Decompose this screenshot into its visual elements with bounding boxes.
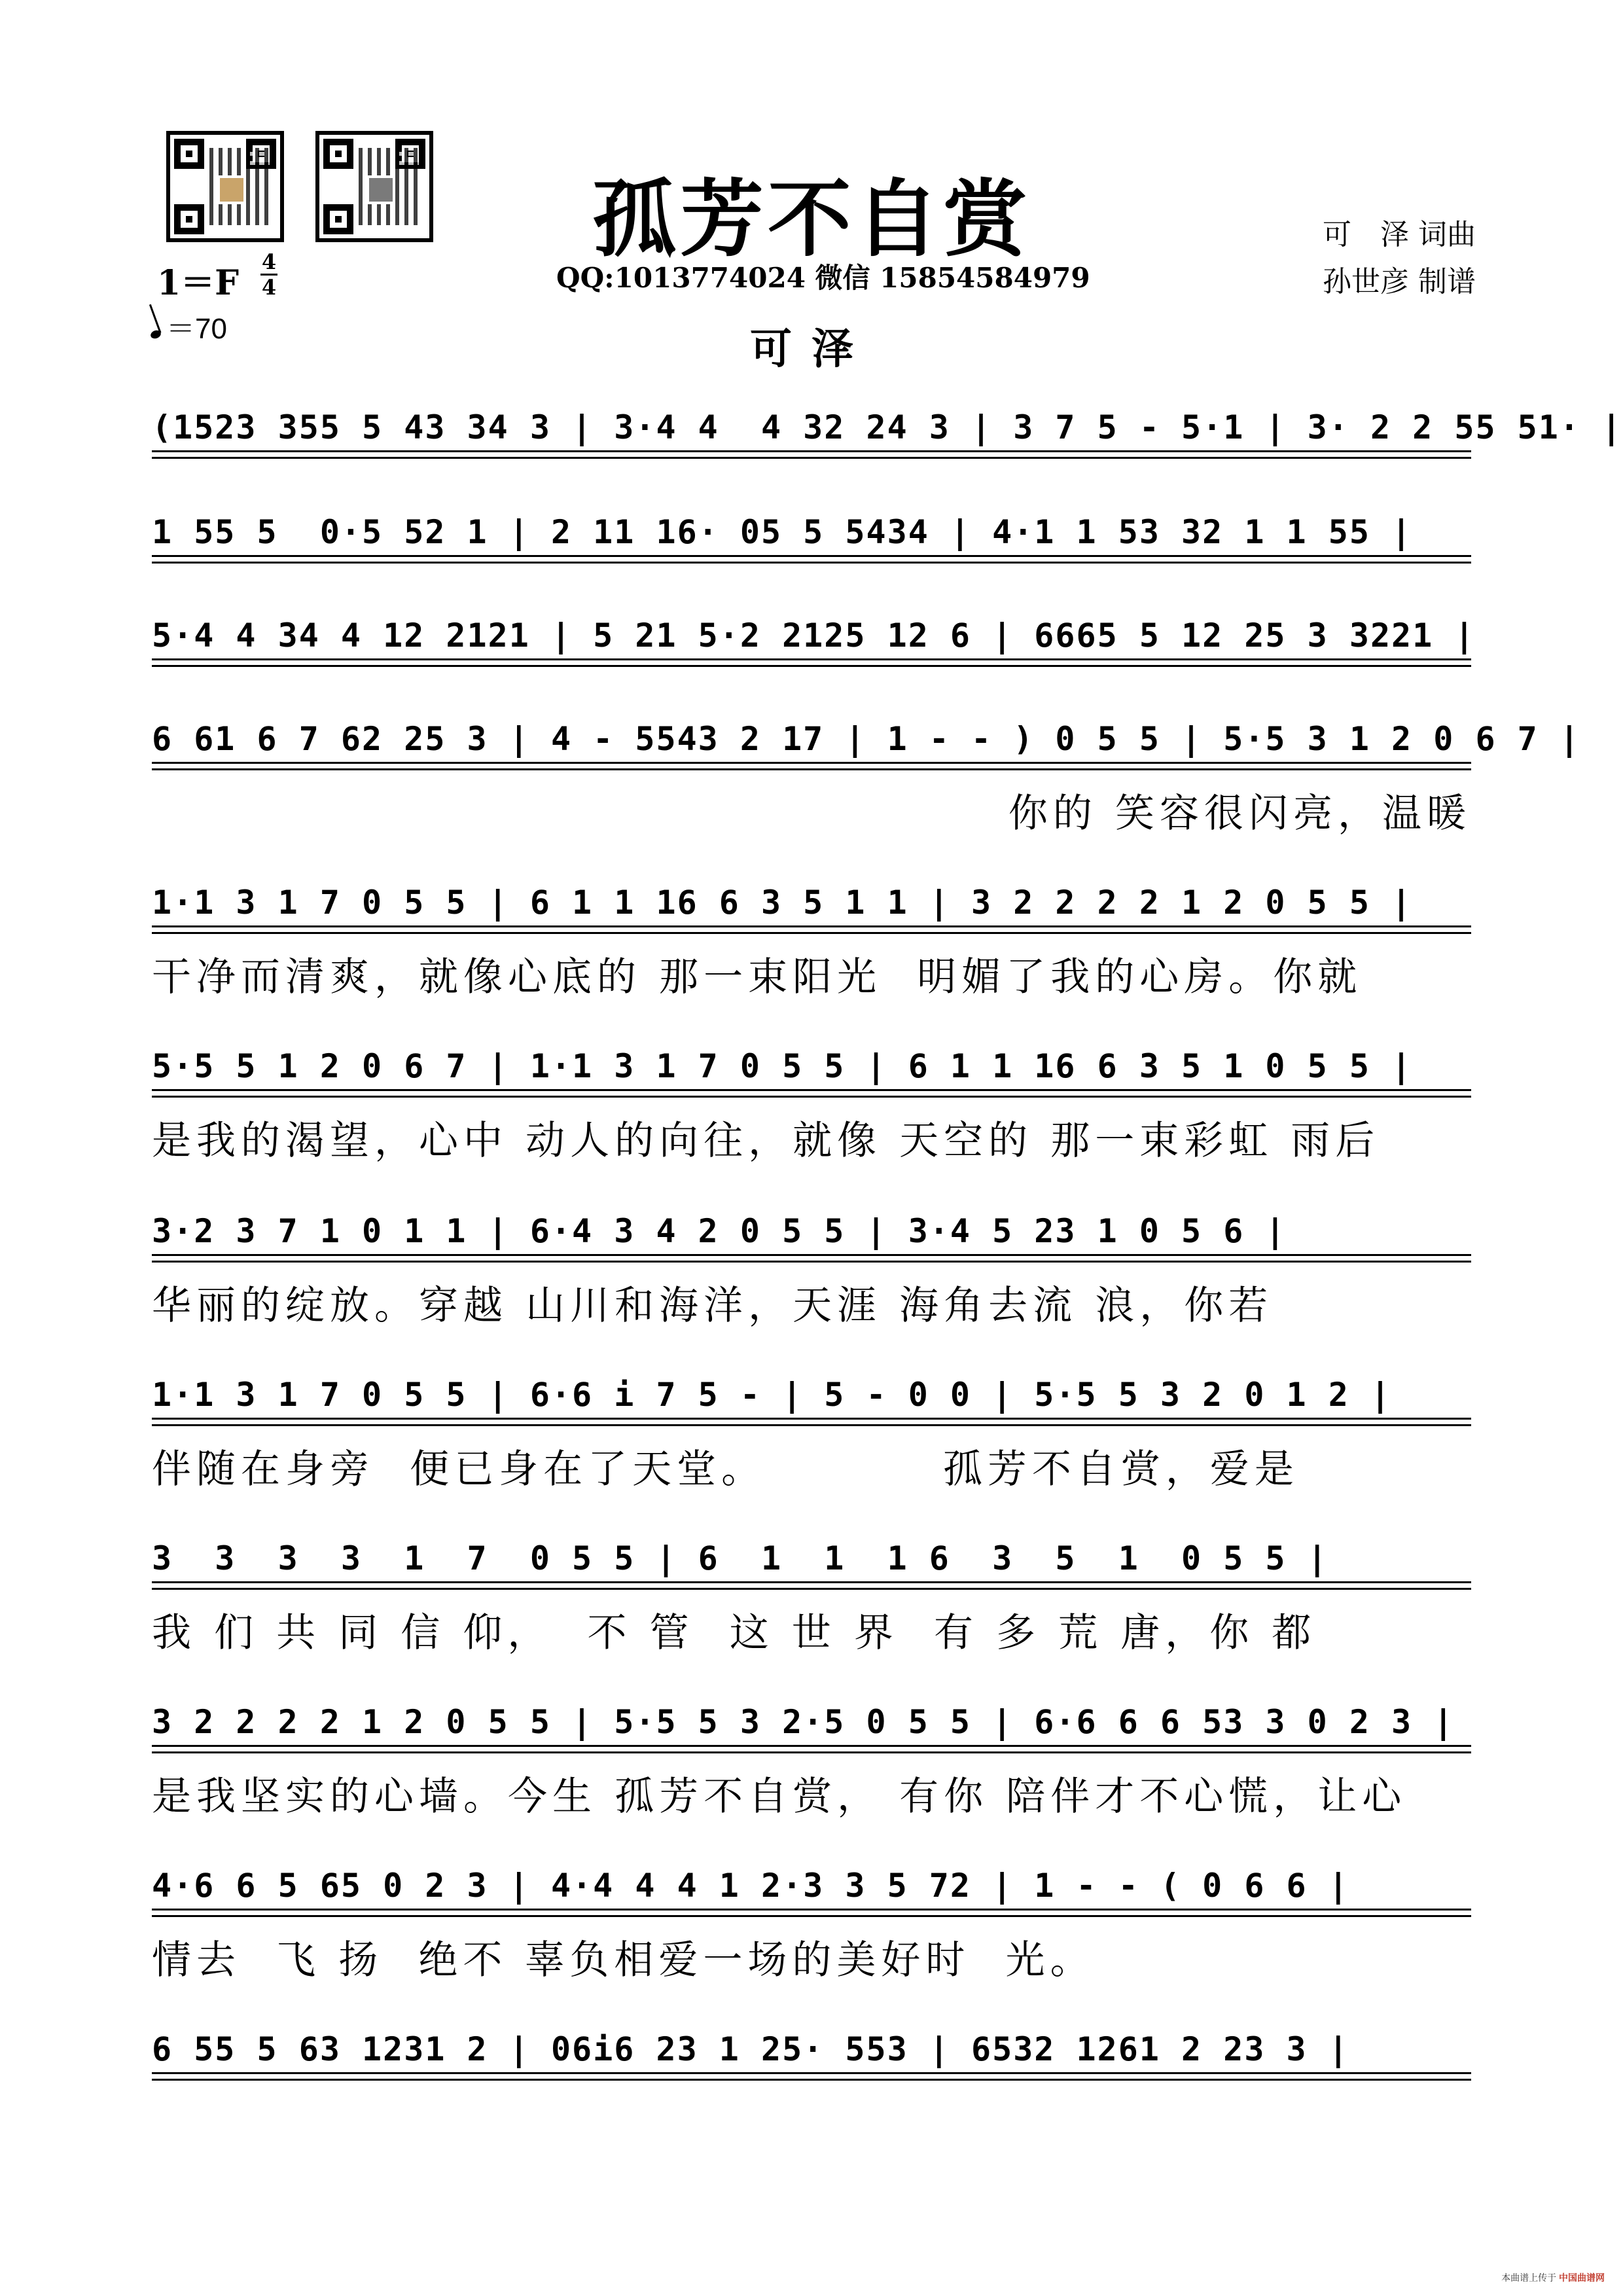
notation-line: 5·4 4 34 4 12 2121 | 5 21 5·2 2125 12 6 | 6665 5 12 25 3 3221 | (152, 613, 1471, 660)
score-row (152, 2026, 1471, 2074)
time-signature-top: 4 (261, 249, 277, 274)
lyrics-line: 你的 笑容很闪亮，温暖 (1008, 791, 1471, 836)
score-row (152, 1372, 1471, 1496)
credit-lyrics-music: 可 泽 词曲 (1323, 218, 1476, 251)
key-signature: 1＝F (157, 263, 240, 303)
score-row (152, 1535, 1471, 1659)
notation-line: 1·1 3 1 7 0 5 5 | 6 1 1 16 6 3 5 1 1 | 3 2 2 2 2 1 2 0 5 5 | (152, 880, 1471, 927)
score-row (152, 880, 1471, 1003)
notation-line: 5·5 5 1 2 0 6 7 | 1·1 3 1 7 0 5 5 | 6 1 1 16 6 3 5 1 0 5 5 | (152, 1043, 1471, 1091)
song-title: 孤芳不自赏 (592, 170, 1031, 268)
lyrics-line: 情去 飞 扬 绝不 辜负相爱一场的美好时 光。 (152, 1937, 1095, 1983)
score-row (152, 1043, 1471, 1167)
score-row (152, 716, 1580, 840)
tempo-value: ＝70 (166, 313, 227, 345)
score-row (152, 509, 1471, 557)
lyrics-line: 干净而清爽，就像心底的 那一束阳光 明媚了我的心房。你就 (152, 954, 1363, 1000)
notation-line: 3 2 2 2 2 1 2 0 5 5 | 5·5 5 3 2·5 0 5 5 | 6·6 6 6 53 3 0 2 3 | (152, 1699, 1471, 1747)
contact-info: QQ:1013774024 微信 15854584979 (556, 262, 1090, 294)
footer (1501, 2271, 1605, 2284)
score-row (152, 404, 1623, 452)
score-row (152, 1863, 1471, 1986)
lyrics-line: 华丽的绽放。穿越 山川和海洋，天涯 海角去流 浪，你若 (152, 1283, 1274, 1329)
footer-text: 本曲谱上传于 (1501, 2272, 1557, 2283)
lyrics-line: 我 们 共 同 信 仰， 不 管 这 世 界 有 多 荒 唐，你 都 (152, 1610, 1317, 1656)
singer-name: 可泽 (750, 325, 873, 374)
notation-line: (1523 355 5 43 34 3 | 3·4 4 4 32 24 3 | 3 7 5 - 5·1 | 3· 2 2 55 51· | (152, 404, 1471, 452)
notation-line: 4·6 6 5 65 0 2 3 | 4·4 4 4 1 2·3 3 5 72 | 1 - - ( 0 6 6 | (152, 1863, 1471, 1910)
lyrics-line: 伴随在身旁 便已身在了天堂。 孤芳不自赏，爱是 (152, 1446, 1299, 1492)
score-row (152, 1208, 1471, 1332)
score-row (152, 1699, 1471, 1823)
time-signature-bottom: 4 (261, 275, 277, 300)
lyrics-line: 是我的渴望，心中 动人的向往，就像 天空的 那一束彩虹 雨后 (152, 1118, 1380, 1164)
credit-notation: 孙世彦 制谱 (1323, 265, 1476, 298)
score-row (152, 613, 1476, 660)
time-signature (259, 250, 279, 299)
footer-brand: 中国曲谱网 (1559, 2272, 1605, 2283)
notation-line: 3·2 3 7 1 0 1 1 | 6·4 3 4 2 0 5 5 | 3·4 5 23 1 0 5 6 | (152, 1208, 1471, 1256)
notation-line: 1·1 3 1 7 0 5 5 | 6·6 i 7 5 - | 5 - 0 0 | 5·5 5 3 2 0 1 2 | (152, 1372, 1471, 1420)
notation-line: 6 61 6 7 62 25 3 | 4 - 5543 2 17 | 1 - - ) 0 5 5 | 5·5 3 1 2 0 6 7 | (152, 716, 1471, 764)
lyrics-line: 是我坚实的心墙。今生 孤芳不自赏， 有你 陪伴才不心慌，让心 (152, 1774, 1407, 1820)
notation-line: 6 55 5 63 1231 2 | 06i6 23 1 25· 553 | 6532 1261 2 23 3 | (152, 2026, 1471, 2074)
notation-line: 1 55 5 0·5 52 1 | 2 11 16· 05 5 5434 | 4·1 1 53 32 1 1 55 | (152, 509, 1471, 557)
notation-line: 3 3 3 3 1 7 0 5 5 | 6 1 1 1 6 3 5 1 0 5 5 | (152, 1535, 1471, 1583)
